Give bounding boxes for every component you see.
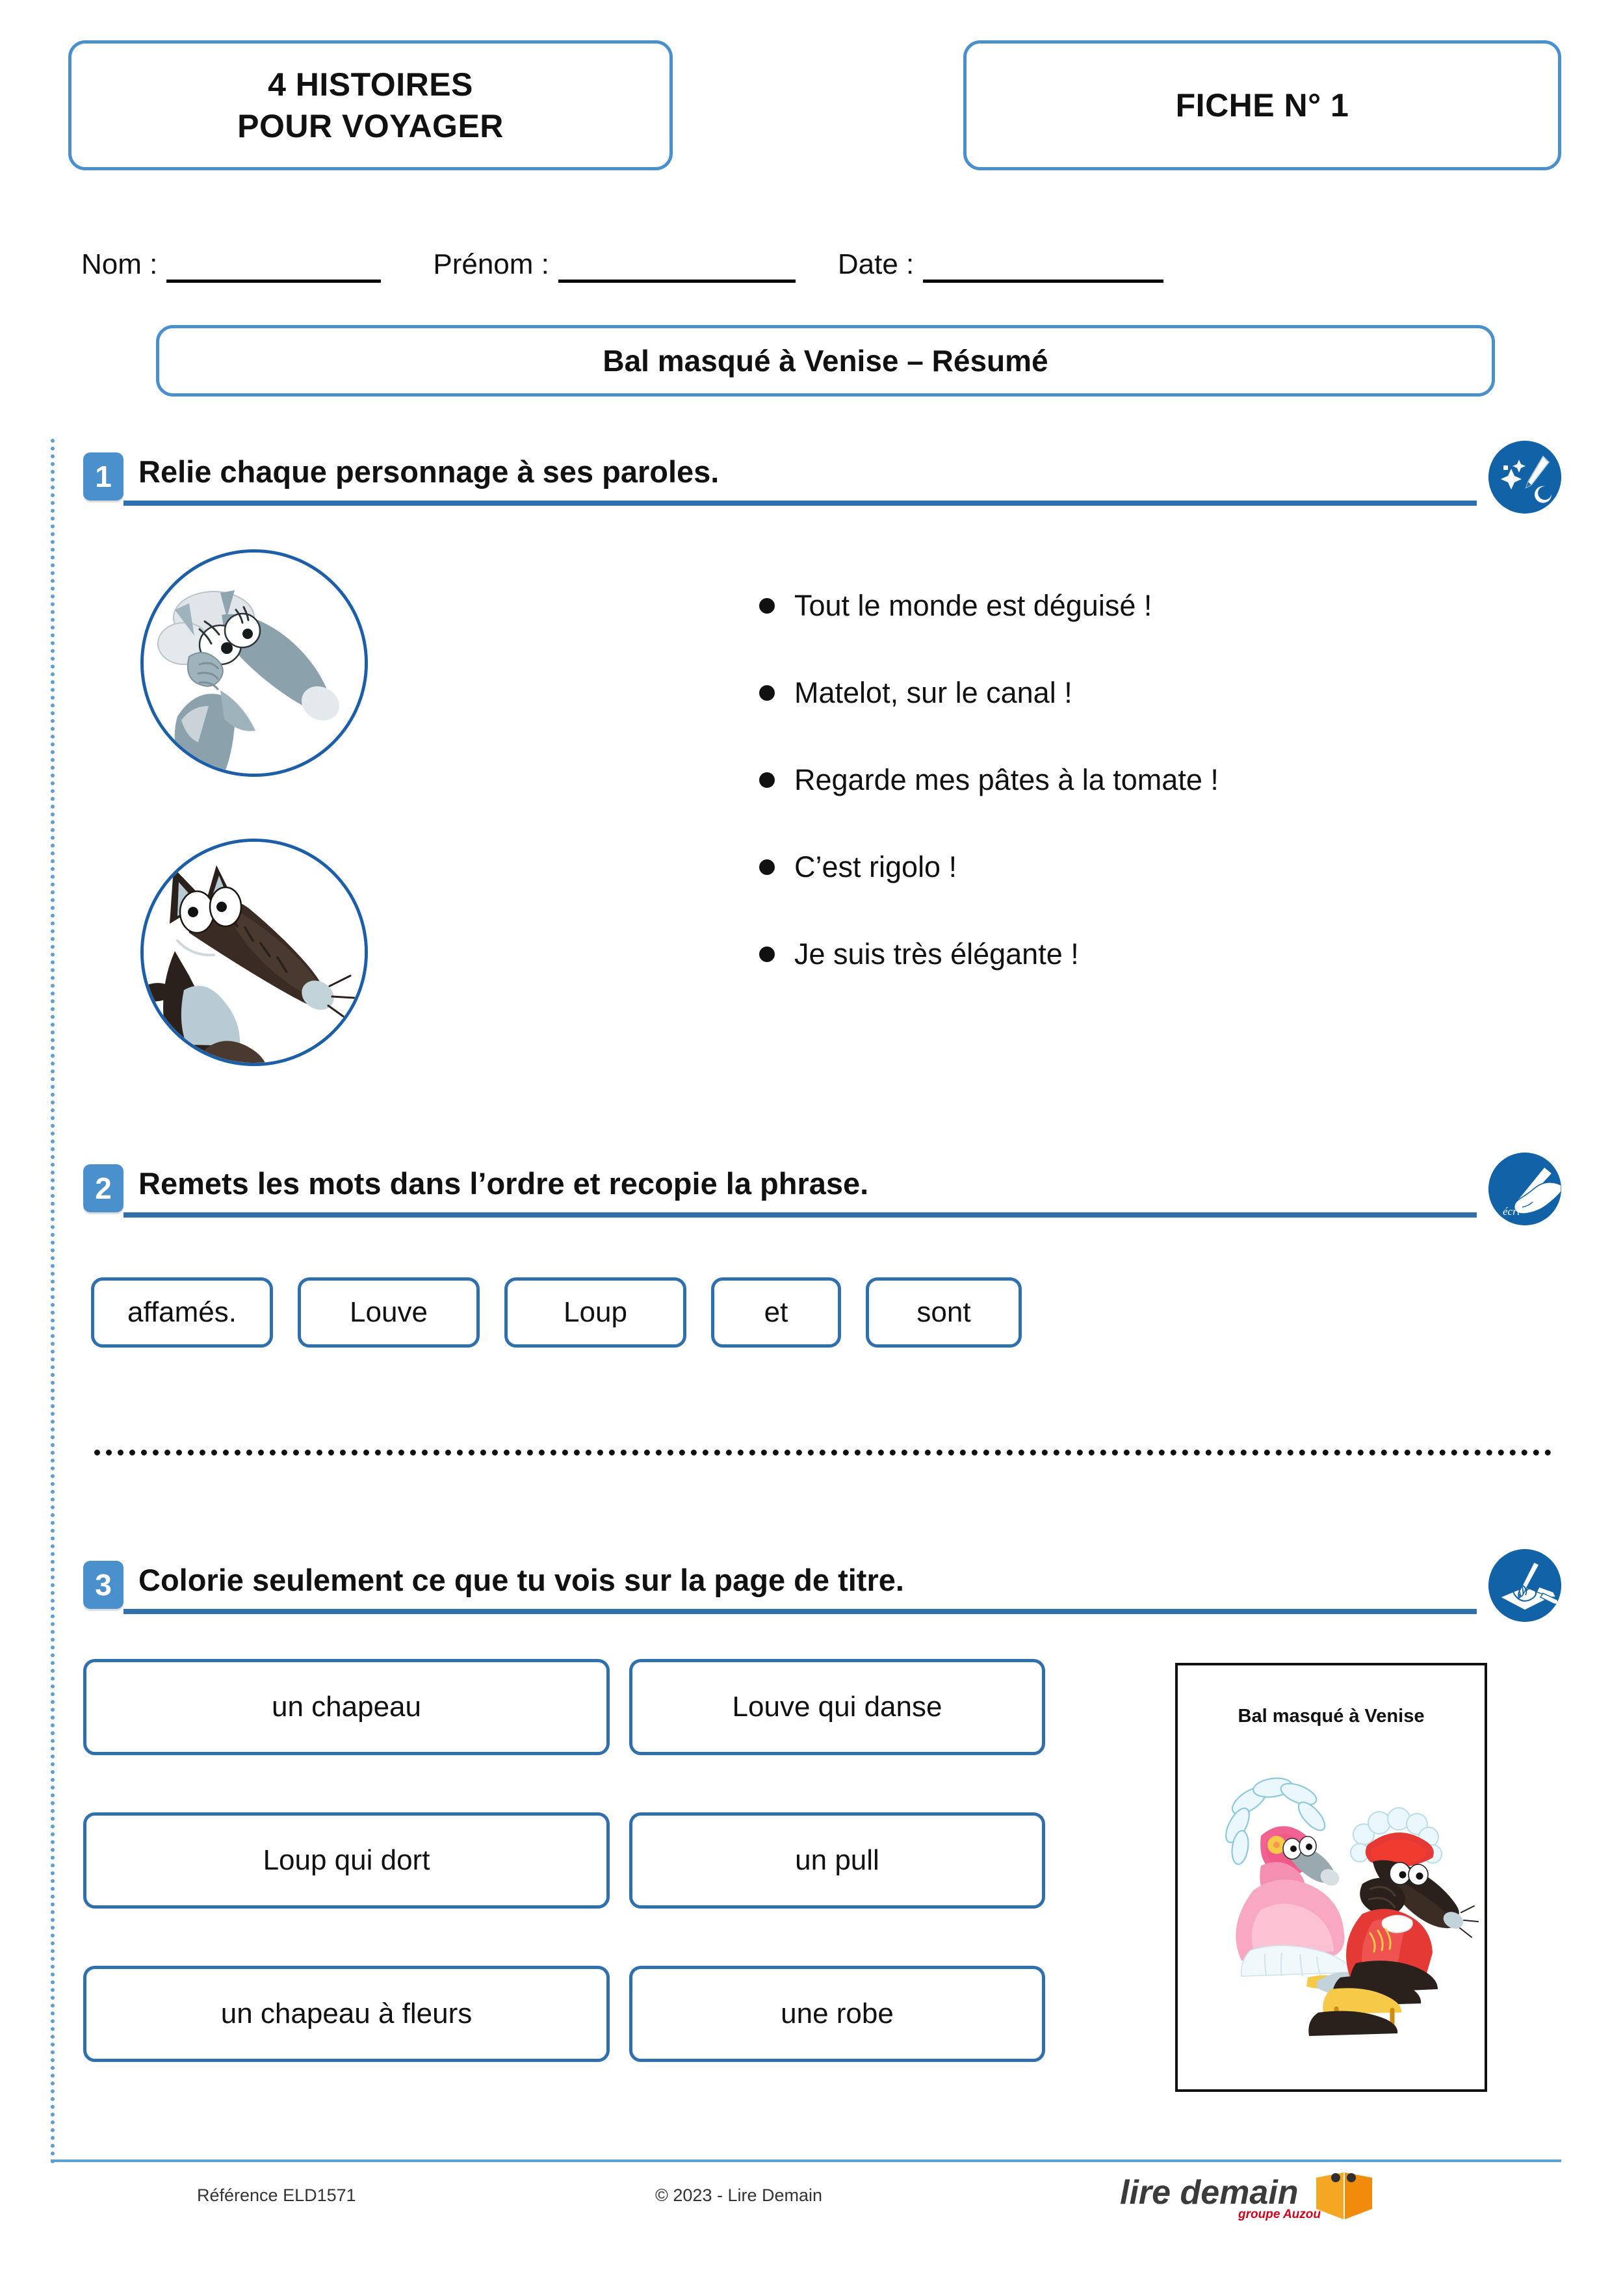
sentence-writing-line[interactable] [94, 1450, 1552, 1455]
option-box[interactable]: Loup qui dort [83, 1812, 610, 1909]
subject-title-bar [156, 325, 1495, 397]
word-chip[interactable]: Louve [298, 1277, 480, 1348]
date-label: Date : [837, 248, 915, 280]
word-chip[interactable]: affamés. [91, 1277, 273, 1348]
identity-line [81, 237, 1561, 283]
phrase-item[interactable] [759, 649, 1507, 737]
word-chip[interactable]: sont [866, 1277, 1022, 1348]
phrase-item[interactable] [759, 562, 1507, 649]
left-dotted-margin [51, 439, 55, 2165]
exercise-1-content [83, 543, 1561, 1128]
open-book-icon [1316, 2172, 1372, 2219]
exercise-1-header [83, 449, 1561, 523]
phrase-list [759, 562, 1507, 998]
exercise-3-number: 3 [83, 1561, 123, 1609]
option-box[interactable]: un pull [629, 1812, 1045, 1909]
option-box[interactable]: une robe [629, 1966, 1045, 2062]
option-box[interactable]: un chapeau à fleurs [83, 1966, 610, 2062]
collection-title-line1: 4 HISTOIRES [268, 66, 473, 103]
exercise-2-header [83, 1160, 1561, 1235]
word-chip-row [91, 1277, 1022, 1348]
exercise-3-rule [123, 1609, 1477, 1614]
prenom-input-rule[interactable] [558, 253, 796, 283]
book-cover-illustration [1178, 1750, 1487, 2055]
date-input-rule[interactable] [923, 253, 1163, 283]
phrase-text: Tout le monde est déguisé ! [794, 589, 1152, 622]
phrase-text: Regarde mes pâtes à la tomate ! [794, 763, 1219, 796]
exercise-1-instruction: Relie chaque personnage à ses paroles. [138, 454, 720, 489]
subject-title: Bal masqué à Venise – Résumé [603, 344, 1048, 378]
logo-wordmark: lire demain [1120, 2174, 1299, 2211]
exercise-3-instruction: Colorie seulement ce que tu vois sur la page de titre. [138, 1563, 904, 1597]
footer-divider [51, 2159, 1561, 2162]
footer-reference: Référence ELD1571 [197, 2185, 356, 2205]
exercise-2-instruction: Remets les mots dans l’ordre et recopie la phrase. [138, 1166, 869, 1201]
sheet-number-title: FICHE N° 1 [1175, 87, 1349, 124]
phrase-text: C’est rigolo ! [794, 850, 957, 883]
footer [83, 2174, 1561, 2257]
collection-title-line2: POUR VOYAGER [237, 108, 504, 144]
exercise-3-header [83, 1557, 1561, 1632]
lire-demain-logo [1120, 2167, 1380, 2232]
book-cover-thumbnail [1175, 1663, 1487, 2092]
exercise-1-number: 1 [83, 452, 123, 501]
bullet-icon[interactable] [759, 598, 775, 614]
phrase-text: Matelot, sur le canal ! [794, 676, 1072, 709]
collection-title-box [68, 40, 673, 170]
louve-grey-wolf-avatar [140, 549, 368, 777]
bullet-icon[interactable] [759, 772, 775, 788]
nom-input-rule[interactable] [166, 253, 381, 283]
nom-field[interactable] [81, 248, 381, 283]
coloring-options-grid [83, 1659, 1084, 2062]
word-chip[interactable]: Loup [504, 1277, 686, 1348]
word-chip[interactable]: et [711, 1277, 841, 1348]
prenom-label: Prénom : [433, 248, 549, 280]
loup-dark-wolf-avatar [140, 839, 368, 1066]
footer-copyright: © 2023 - Lire Demain [655, 2185, 823, 2205]
exercise-1-rule [123, 501, 1477, 506]
sheet-number-box [963, 40, 1561, 170]
logo-subtext: groupe Auzou [1238, 2208, 1321, 2221]
exercise-2-rule [123, 1212, 1477, 1218]
svg-text:écri: écri [1503, 1205, 1520, 1218]
exercise-2-number: 2 [83, 1164, 123, 1212]
option-box[interactable]: un chapeau [83, 1659, 610, 1755]
option-box[interactable]: Louve qui danse [629, 1659, 1045, 1755]
bullet-icon[interactable] [759, 859, 775, 875]
coloring-pencils-icon [1488, 1549, 1561, 1622]
magic-wand-icon [1488, 441, 1561, 514]
phrase-item[interactable] [759, 737, 1507, 824]
bullet-icon[interactable] [759, 685, 775, 701]
date-field[interactable] [838, 248, 1163, 283]
book-cover-title: Bal masqué à Venise [1238, 1706, 1425, 1727]
phrase-item[interactable] [759, 911, 1507, 998]
phrase-item[interactable] [759, 824, 1507, 911]
nom-label: Nom : [81, 248, 158, 280]
prenom-field[interactable] [433, 248, 796, 283]
bullet-icon[interactable] [759, 946, 775, 962]
writing-hand-icon [1488, 1153, 1561, 1225]
phrase-text: Je suis très élégante ! [794, 937, 1079, 971]
header [68, 40, 1561, 174]
collection-title [237, 64, 504, 147]
